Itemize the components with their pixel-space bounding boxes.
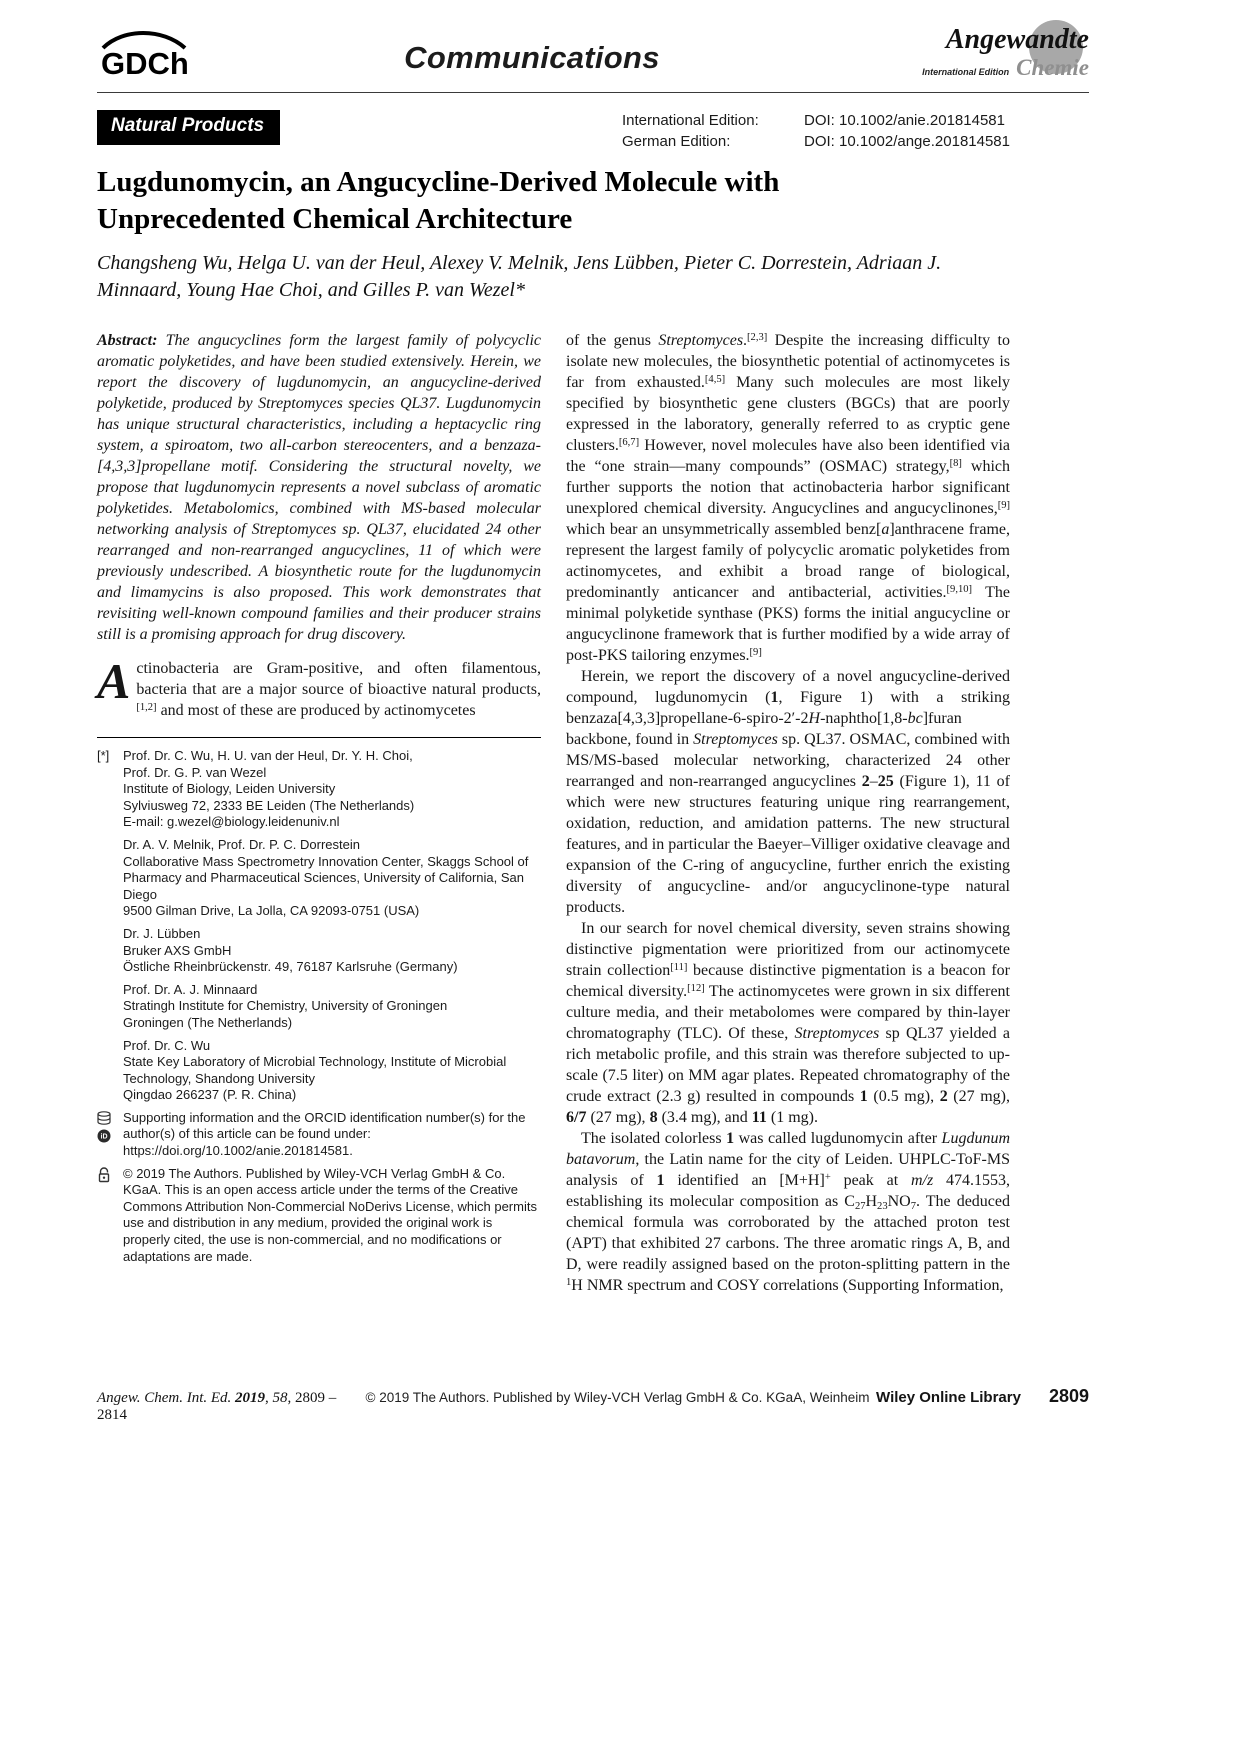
affiliation-text: Dr. J. Lübben Bruker AXS GmbH Östliche Rheinbrückenstr. 49, 76187 Karlsruhe (Germany) bbox=[123, 925, 458, 975]
affiliation-group bbox=[97, 837, 541, 920]
footnote-marker-spacer bbox=[97, 982, 123, 1032]
affiliation-text: Prof. Dr. C. Wu State Key Laboratory of Microbial Technology, Institute of Microbial Technology, Shandong University Qingdao 266237 (P. R. China) bbox=[123, 1037, 507, 1103]
lead-paragraph bbox=[97, 653, 541, 721]
license-icons bbox=[97, 1166, 123, 1266]
supporting-info-icon bbox=[97, 1111, 111, 1125]
footer-page-number: 2809 bbox=[1048, 1386, 1089, 1406]
abstract-paragraph: Abstract: The angucyclines form the largest family of polycyclic aromatic polyketides, and have been studied extensively. Herein, we report the discovery of lugdunomycin, an angucycline-derived polyketide, produced by Streptomyces species QL37. Lugdunomycin has unique structural characteristics, including a heptacyclic ring system, a spiroatom, two all-carbon stereocenters, and a benzaza-[4,3,3]propellane motif. Considering the structural novelty, we propose that lugdunomycin represents a novel subclass of aromatic polyketides. Metabolomics, combined with MS-based molecular networking analysis of Streptomyces sp. QL37, elucidated 24 other rearranged and non-rearranged angucyclines, 11 of which were previously undescribed. A biosynthetic route for the lugdunomycin and limamycins is also proposed. This work demonstrates that revisiting well-known compound families and their producer strains still is a promising approach for drug discovery. bbox=[97, 332, 541, 643]
affiliation-group bbox=[97, 926, 541, 976]
doi-row-german bbox=[622, 131, 1010, 152]
right-column bbox=[566, 330, 1010, 1296]
footnote-marker-spacer bbox=[97, 1038, 123, 1104]
supporting-info-sentence: Supporting information and the ORCID identification number(s) for the author(s) of this article can be found under: bbox=[123, 1109, 526, 1142]
gdch-logo-text: GDCh bbox=[101, 46, 189, 81]
page-title: Lugdunomycin, an Angucycline-Derived Molecule with Unprecedented Chemical Architecture bbox=[97, 166, 780, 235]
lead-text: ctinobacteria are Gram-positive, and often filamentous, bacteria that are a major source of bioactive natural products,[1,2] and most of these are produced by actinomycetes bbox=[136, 660, 541, 719]
affiliation-group bbox=[97, 1038, 541, 1104]
doi-row-international bbox=[622, 110, 1010, 131]
doi-value-german: DOI: 10.1002/ange.201814581 bbox=[803, 133, 1010, 150]
page-header bbox=[97, 24, 1089, 88]
footnote-marker-spacer bbox=[97, 837, 123, 920]
doi-label-international: International Edition: bbox=[621, 112, 759, 129]
footnote-marker: [*] bbox=[97, 748, 110, 763]
affiliation-text: Prof. Dr. C. Wu, H. U. van der Heul, Dr. Y. H. Choi, Prof. Dr. G. P. van Wezel Institute of Biology, Leiden University Sylviusweg 72, 2333 BE Leiden (The Netherlands) E-mail: g.wezel@biology.leidenuniv.nl bbox=[123, 748, 415, 830]
angewandte-chemie-label: Chemie bbox=[1016, 55, 1089, 80]
supporting-info-text bbox=[123, 1110, 541, 1160]
affiliation-group bbox=[97, 982, 541, 1032]
open-access-icon bbox=[97, 1167, 111, 1183]
affiliation-text: Dr. A. V. Melnik, Prof. Dr. P. C. Dorrestein Collaborative Mass Spectrometry Innovation Center, Skaggs School of Pharmacy and Pharmaceutical Sciences, University of California, San Diego 9500 Gilman Drive, La Jolla, CA 92093-0751 (USA) bbox=[123, 836, 529, 919]
angewandte-logo bbox=[871, 24, 1089, 88]
footer-library-label: Wiley Online Library bbox=[876, 1389, 1021, 1406]
section-title: Communications bbox=[404, 40, 660, 75]
footer-citation: Angew. Chem. Int. Ed. 2019, 58, 2809 –2814 bbox=[97, 1390, 337, 1423]
body-paragraph: Herein, we report the discovery of a novel angucycline-derived compound, lugdunomycin (1, Figure 1) with a striking benzaza[4,3,3]propellane-6-spiro-2′-2H-naphtho[1,8-bc]furan backbone, found in Streptomyces sp. QL37. OSMAC, combined with MS/MS-based molecular networking, characterized 24 other rearranged and non-rearranged angucyclines 2–25 (Figure 1), 11 of which were new structures featuring unique ring rearrangement, oxidation, reduction, and amidation patterns. The new structural features, and in particular the Baeyer–Villiger oxidative cleavage and expansion of the C-ring of angucycline, further enrich the existing diversity of angucycline- and/or angucyclinone-type natural products. bbox=[566, 668, 1011, 916]
section-badge: Natural Products bbox=[97, 110, 280, 145]
angewandte-subline bbox=[871, 56, 1089, 80]
body-paragraph: of the genus Streptomyces.[2,3] Despite the increasing difficulty to isolate new molecules, the biosynthetic potential of actinomycetes is far from exhausted.[4,5] Many such molecules are most likely specified by biosynthetic gene clusters (BGCs) that are poorly expressed in the laboratory, generally referred to as cryptic gene clusters.[6,7] However, novel molecules have also been identified via the “one strain—many compounds” (OSMAC) strategy,[8] which further supports the notion that actinobacteria harbor significant unexplored chemical diversity. Angucyclines and angucyclinones,[9] which bear an unsymmetrically assembled benz[a]anthracene frame, represent the largest family of polycyclic aromatic polyketides from actinomycetes, and exhibit a broad range of biological, predominantly anticancer and antibacterial, activities.[9,10] The minimal polyketide synthase (PKS) forms the initial angucycline or angucyclinone framework that is further modified by a wide array of post-PKS tailoring enzymes.[9] bbox=[566, 332, 1011, 664]
authors-line: Changsheng Wu, Helga U. van der Heul, Alexey V. Melnik, Jens Lübben, Pieter C. Dorrestein, Adriaan J. Minnaard, Young Hae Choi, and Gilles P. van Wezel* bbox=[97, 252, 942, 301]
affiliation-text: Prof. Dr. A. J. Minnaard Stratingh Institute for Chemistry, University of Groningen Groningen (The Netherlands) bbox=[123, 981, 448, 1030]
doi-value-international: DOI: 10.1002/anie.201814581 bbox=[803, 112, 1005, 129]
footnotes bbox=[97, 748, 541, 1265]
license-note bbox=[97, 1166, 541, 1266]
orcid-icon bbox=[97, 1129, 111, 1143]
page-footer bbox=[97, 1386, 1089, 1424]
gdch-logo bbox=[97, 24, 193, 84]
footer-right-group bbox=[876, 1386, 1089, 1407]
doi-label-german: German Edition: bbox=[621, 133, 731, 150]
angewandte-edition-label: International Edition bbox=[922, 67, 1010, 77]
body-paragraph: In our search for novel chemical diversity, seven strains showing distinctive pigmentation were prioritized from our actinomycete strain collection[11] because distinctive pigmentation is a beacon for chemical diversity.[12] The actinomycetes were grown in six different culture media, and their metabolomes were compared by thin-layer chromatography (TLC). Of these, Streptomyces sp QL37 yielded a rich metabolic profile, and this strain was therefore subjected to up-scale (7.5 liter) on MM agar plates. Repeated chromatography of the crude extract (2.3 g) resulted in compounds 1 (0.5 mg), 2 (27 mg), 6/7 (27 mg), 8 (3.4 mg), and 11 (1 mg). bbox=[566, 920, 1011, 1126]
angewandte-name: Angewandte bbox=[945, 24, 1089, 55]
doi-block bbox=[622, 110, 1010, 152]
footnote-marker-spacer bbox=[97, 926, 123, 976]
svg-text:iD: iD bbox=[100, 1133, 108, 1141]
body-columns bbox=[97, 330, 1010, 1296]
header-divider bbox=[97, 92, 1089, 93]
affiliation-group bbox=[97, 748, 541, 831]
supporting-info-icons bbox=[97, 1110, 123, 1160]
drop-cap: A bbox=[97, 653, 131, 709]
supporting-info-note bbox=[97, 1110, 541, 1160]
license-text: © 2019 The Authors. Published by Wiley-VCH Verlag GmbH & Co. KGaA. This is an open access article under the terms of the Creative Commons Attribution Non-Commercial NoDerivs License, which permits use and distribution in any medium, provided the original work is properly cited, the use is non-commercial, and no modifications or adaptations are made. bbox=[123, 1165, 537, 1264]
footer-copyright: © 2019 The Authors. Published by Wiley-VCH Verlag GmbH & Co. KGaA, Weinheim bbox=[365, 1390, 870, 1405]
body-paragraph: The isolated colorless 1 was called lugdunomycin after Lugdunum batavorum, the Latin name for the city of Leiden. UHPLC-ToF-MS analysis of 1 identified an [M+H]+ peak at m/z 474.1553, establishing its molecular composition as $C_{27}H_{23}NO_7$. The deduced chemical formula was corroborated by the attached proton test (APT) that exhibited 27 carbons. The three aromatic rings A, B, and D, were readily assigned based on the proton-splitting pattern in the $^1$H NMR spectrum and COSY correlations (Supporting Information, bbox=[566, 1130, 1010, 1294]
footnote-divider bbox=[97, 737, 541, 738]
left-column bbox=[97, 330, 541, 1296]
badge-row bbox=[97, 110, 1010, 152]
doi-link[interactable]: https://doi.org/10.1002/anie.201814581. bbox=[123, 1143, 353, 1159]
